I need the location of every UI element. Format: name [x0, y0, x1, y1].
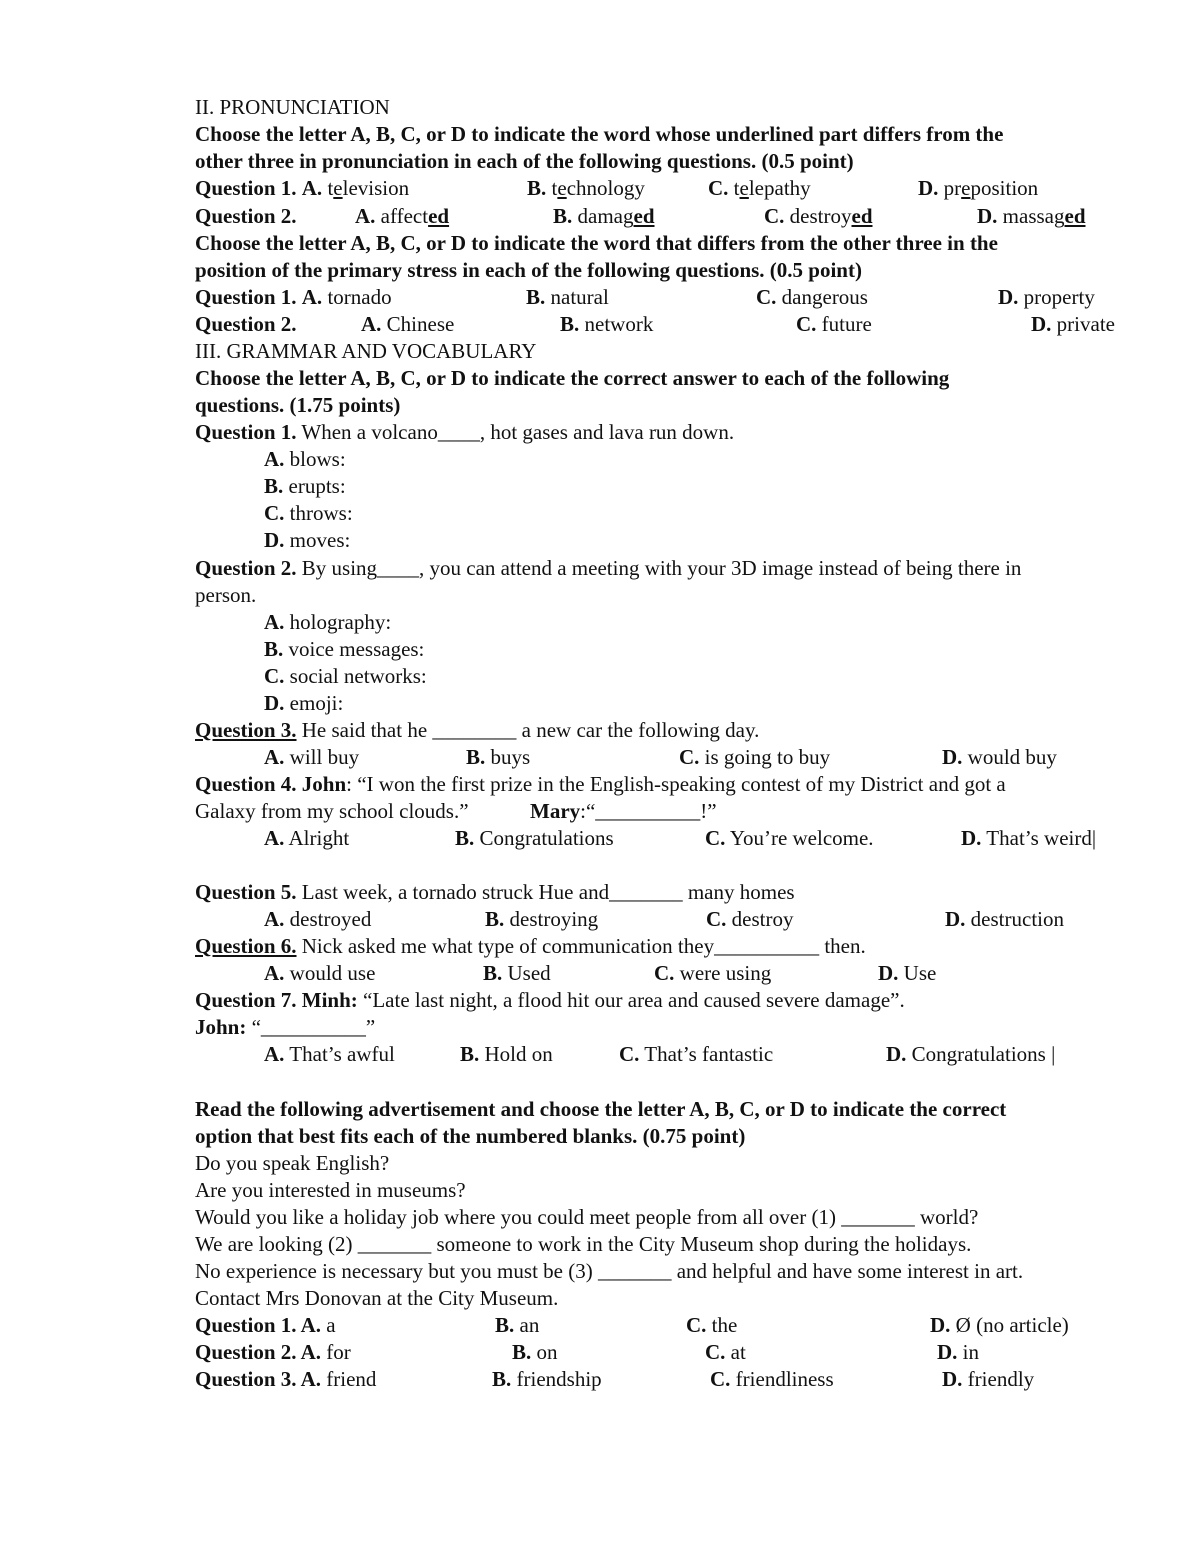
- grammar-question-4-cont: Galaxy from my school clouds.”: [195, 799, 469, 823]
- reading-q2-option-b: B. on: [512, 1340, 558, 1364]
- grammar-question-4: Question 4. John: “I won the first prize in the English-speaking contest of my District and got a: [195, 772, 1006, 796]
- stress-q1-option-b: B. natural: [526, 285, 609, 309]
- stress-q1-option-c: C. dangerous: [756, 285, 868, 309]
- stress-q1-option-d: D. property: [998, 285, 1095, 309]
- instruction-reading-cont: option that best fits each of the numbered blanks. (0.75 point): [195, 1124, 746, 1148]
- stress-question-1: Question 1. A. tornado: [195, 285, 392, 309]
- grammar-question-4-reply: Mary:“__________!”: [530, 799, 717, 823]
- grammar-question-1: Question 1. When a volcano____, hot gases and lava run down.: [195, 420, 735, 444]
- ad-line: No experience is necessary but you must be (3) _______ and helpful and have some interest in art.: [195, 1259, 1024, 1283]
- grammar-q1-option-c: C. throws:: [264, 501, 353, 525]
- instruction-pronunciation: Choose the letter A, B, C, or D to indicate the word whose underlined part differs from the: [195, 122, 1004, 146]
- reading-question-1: Question 1. A. a: [195, 1313, 336, 1337]
- pron-q1-option-c: C. telepathy: [708, 176, 811, 200]
- reading-q1-option-b: B. an: [495, 1313, 540, 1337]
- grammar-question-3: Question 3. He said that he ________ a new car the following day.: [195, 718, 760, 742]
- grammar-q1-option-b: B. erupts:: [264, 474, 346, 498]
- reading-q3-option-d: D. friendly: [942, 1367, 1035, 1391]
- stress-question-2: Question 2.: [195, 312, 297, 336]
- instruction-grammar: Choose the letter A, B, C, or D to indicate the correct answer to each of the following: [195, 366, 950, 390]
- reading-q3-option-b: B. friendship: [492, 1367, 602, 1391]
- reading-q1-option-d: D. Ø (no article): [930, 1313, 1069, 1337]
- pron-q2-option-c: C. destroyed: [764, 204, 873, 228]
- pron-question-1: Question 1. A. television: [195, 176, 410, 200]
- grammar-question-6: Question 6. Nick asked me what type of communication they__________ then.: [195, 934, 866, 958]
- pron-q1-option-b: B. technology: [527, 176, 645, 200]
- ad-line: Do you speak English?: [195, 1151, 390, 1175]
- ad-line: Are you interested in museums?: [195, 1178, 466, 1202]
- grammar-q2-option-b: B. voice messages:: [264, 637, 425, 661]
- pron-q1-option-d: D. preposition: [918, 176, 1039, 200]
- grammar-q3-option-b: B. buys: [466, 745, 531, 769]
- grammar-q1-option-d: D. moves:: [264, 528, 351, 552]
- grammar-q5-option-b: B. destroying: [485, 907, 599, 931]
- grammar-q2-option-d: D. emoji:: [264, 691, 344, 715]
- ad-line: Contact Mrs Donovan at the City Museum.: [195, 1286, 559, 1310]
- instruction-stress: Choose the letter A, B, C, or D to indicate the word that differs from the other three in the: [195, 231, 998, 255]
- instruction-pronunciation-cont: other three in pronunciation in each of the following questions. (0.5 point): [195, 149, 854, 173]
- ad-line: We are looking (2) _______ someone to work in the City Museum shop during the holidays.: [195, 1232, 972, 1256]
- reading-q1-option-c: C. the: [686, 1313, 738, 1337]
- pron-q2-option-b: B. damaged: [553, 204, 655, 228]
- grammar-q4-option-c: C. You’re welcome.: [705, 826, 874, 850]
- grammar-q6-option-d: D. Use: [878, 961, 937, 985]
- section-heading-grammar: III. GRAMMAR AND VOCABULARY: [195, 339, 537, 363]
- grammar-question-2-cont: person.: [195, 583, 257, 607]
- reading-q2-option-c: C. at: [705, 1340, 746, 1364]
- instruction-grammar-cont: questions. (1.75 points): [195, 393, 401, 417]
- grammar-q7-option-b: B. Hold on: [460, 1042, 553, 1066]
- grammar-q7-option-a: A. That’s awful: [264, 1042, 395, 1066]
- stress-q2-option-a: A. Chinese: [361, 312, 455, 336]
- grammar-question-5: Question 5. Last week, a tornado struck Hue and_______ many homes: [195, 880, 795, 904]
- grammar-q6-option-b: B. Used: [483, 961, 551, 985]
- grammar-q6-option-a: A. would use: [264, 961, 376, 985]
- reading-question-3: Question 3. A. friend: [195, 1367, 377, 1391]
- grammar-question-7-reply: John: “__________”: [195, 1015, 376, 1039]
- grammar-q4-option-d: D. That’s weird|: [961, 826, 1097, 850]
- grammar-q2-option-c: C. social networks:: [264, 664, 427, 688]
- stress-q2-option-b: B. network: [560, 312, 654, 336]
- grammar-question-7: Question 7. Minh: “Late last night, a flood hit our area and caused severe damage”.: [195, 988, 905, 1012]
- stress-q2-option-d: D. private: [1031, 312, 1115, 336]
- reading-q3-option-c: C. friendliness: [710, 1367, 834, 1391]
- grammar-q3-option-c: C. is going to buy: [679, 745, 831, 769]
- grammar-q4-option-a: A. Alright: [264, 826, 350, 850]
- ad-line: Would you like a holiday job where you could meet people from all over (1) _______ world?: [195, 1205, 979, 1229]
- grammar-q4-option-b: B. Congratulations: [455, 826, 614, 850]
- grammar-q5-option-a: A. destroyed: [264, 907, 372, 931]
- grammar-q3-option-a: A. will buy: [264, 745, 360, 769]
- reading-q2-option-d: D. in: [937, 1340, 980, 1364]
- section-heading-pronunciation: II. PRONUNCIATION: [195, 95, 390, 119]
- pron-q2-option-d: D. massaged: [977, 204, 1086, 228]
- grammar-q7-option-c: C. That’s fantastic: [619, 1042, 774, 1066]
- grammar-q7-option-d: D. Congratulations |: [886, 1042, 1056, 1066]
- pron-q2-option-a: A. affected: [355, 204, 450, 228]
- instruction-stress-cont: position of the primary stress in each of the following questions. (0.5 point): [195, 258, 862, 282]
- stress-q2-option-c: C. future: [796, 312, 872, 336]
- grammar-q2-option-a: A. holography:: [264, 610, 392, 634]
- grammar-q6-option-c: C. were using: [654, 961, 772, 985]
- grammar-q1-option-a: A. blows:: [264, 447, 346, 471]
- grammar-q5-option-d: D. destruction: [945, 907, 1064, 931]
- grammar-q5-option-c: C. destroy: [706, 907, 794, 931]
- grammar-q3-option-d: D. would buy: [942, 745, 1057, 769]
- reading-question-2: Question 2. A. for: [195, 1340, 351, 1364]
- pron-question-2: Question 2.: [195, 204, 297, 228]
- instruction-reading: Read the following advertisement and choose the letter A, B, C, or D to indicate the correct: [195, 1097, 1007, 1121]
- grammar-question-2: Question 2. By using____, you can attend a meeting with your 3D image instead of being there in: [195, 556, 1022, 580]
